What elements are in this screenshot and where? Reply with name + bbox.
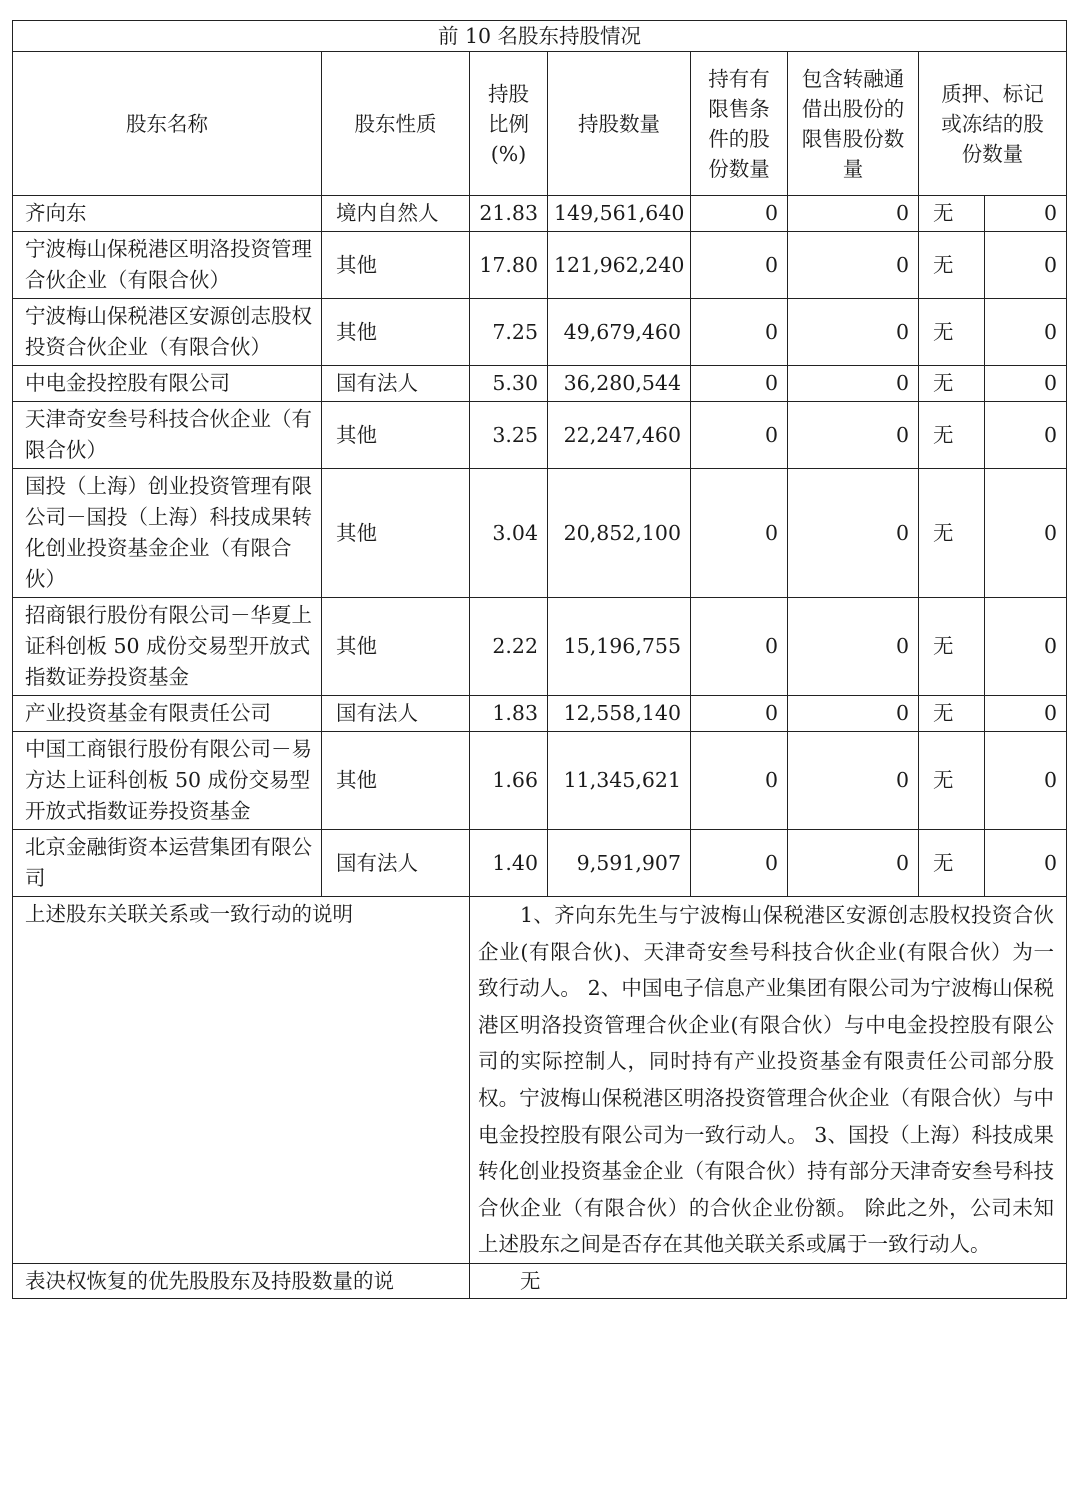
holding-quantity: 9,591,907 bbox=[548, 830, 691, 897]
shareholder-nature: 国有法人 bbox=[322, 696, 470, 732]
restricted-shares: 0 bbox=[691, 469, 788, 598]
pledge-status: 无 bbox=[919, 232, 985, 299]
pledge-quantity: 0 bbox=[985, 299, 1067, 366]
shareholder-nature: 其他 bbox=[322, 598, 470, 696]
holding-quantity: 36,280,544 bbox=[548, 366, 691, 402]
pledge-quantity: 0 bbox=[985, 232, 1067, 299]
shareholder-nature: 其他 bbox=[322, 732, 470, 830]
holding-ratio: 7.25 bbox=[470, 299, 548, 366]
pledge-quantity: 0 bbox=[985, 830, 1067, 897]
shareholder-nature: 其他 bbox=[322, 402, 470, 469]
shareholder-name: 北京金融街资本运营集团有限公司 bbox=[13, 830, 322, 897]
holding-quantity: 121,962,240 bbox=[548, 232, 691, 299]
holding-quantity: 149,561,640 bbox=[548, 196, 691, 232]
shareholder-name: 天津奇安叁号科技合伙企业（有限合伙） bbox=[13, 402, 322, 469]
table-title: 前 10 名股东持股情况 bbox=[13, 21, 1067, 52]
shareholder-name: 中国工商银行股份有限公司－易方达上证科创板 50 成份交易型开放式指数证券投资基金 bbox=[13, 732, 322, 830]
pledge-quantity: 0 bbox=[985, 196, 1067, 232]
header-nature: 股东性质 bbox=[322, 52, 470, 196]
pledge-status: 无 bbox=[919, 598, 985, 696]
pledge-status: 无 bbox=[919, 469, 985, 598]
holding-quantity: 11,345,621 bbox=[548, 732, 691, 830]
shareholder-name: 招商银行股份有限公司－华夏上证科创板 50 成份交易型开放式指数证券投资基金 bbox=[13, 598, 322, 696]
shareholder-nature: 国有法人 bbox=[322, 366, 470, 402]
shareholder-nature: 其他 bbox=[322, 469, 470, 598]
table-row bbox=[13, 598, 1067, 696]
note-label: 上述股东关联关系或一致行动的说明 bbox=[13, 897, 470, 1264]
lending-restricted-shares: 0 bbox=[788, 196, 919, 232]
table-row bbox=[13, 830, 1067, 897]
pledge-status: 无 bbox=[919, 196, 985, 232]
restricted-shares: 0 bbox=[691, 696, 788, 732]
pledge-quantity: 0 bbox=[985, 402, 1067, 469]
lending-restricted-shares: 0 bbox=[788, 696, 919, 732]
holding-ratio: 1.40 bbox=[470, 830, 548, 897]
restricted-shares: 0 bbox=[691, 196, 788, 232]
pledge-status: 无 bbox=[919, 366, 985, 402]
pledge-status: 无 bbox=[919, 830, 985, 897]
restricted-shares: 0 bbox=[691, 732, 788, 830]
lending-restricted-shares: 0 bbox=[788, 598, 919, 696]
holding-ratio: 21.83 bbox=[470, 196, 548, 232]
restricted-shares: 0 bbox=[691, 299, 788, 366]
shareholder-nature: 其他 bbox=[322, 232, 470, 299]
bottom-row bbox=[13, 1263, 1067, 1298]
pledge-quantity: 0 bbox=[985, 598, 1067, 696]
table-row bbox=[13, 696, 1067, 732]
holding-ratio: 17.80 bbox=[470, 232, 548, 299]
holding-quantity: 49,679,460 bbox=[548, 299, 691, 366]
header-name: 股东名称 bbox=[13, 52, 322, 196]
holding-quantity: 20,852,100 bbox=[548, 469, 691, 598]
shareholder-name: 中电金投控股有限公司 bbox=[13, 366, 322, 402]
header-pledge: 质押、标记或冻结的股份数量 bbox=[919, 52, 1067, 196]
table-row bbox=[13, 366, 1067, 402]
header-restricted: 持有有限售条件的股份数量 bbox=[691, 52, 788, 196]
holding-quantity: 15,196,755 bbox=[548, 598, 691, 696]
table-row bbox=[13, 469, 1067, 598]
restricted-shares: 0 bbox=[691, 598, 788, 696]
holding-ratio: 3.25 bbox=[470, 402, 548, 469]
header-quantity: 持股数量 bbox=[548, 52, 691, 196]
table-title-row bbox=[13, 21, 1067, 52]
lending-restricted-shares: 0 bbox=[788, 469, 919, 598]
restricted-shares: 0 bbox=[691, 366, 788, 402]
restricted-shares: 0 bbox=[691, 402, 788, 469]
shareholder-name: 宁波梅山保税港区安源创志股权投资合伙企业（有限合伙） bbox=[13, 299, 322, 366]
shareholder-name: 国投（上海）创业投资管理有限公司－国投（上海）科技成果转化创业投资基金企业（有限合伙） bbox=[13, 469, 322, 598]
shareholder-name: 产业投资基金有限责任公司 bbox=[13, 696, 322, 732]
pledge-status: 无 bbox=[919, 299, 985, 366]
pledge-quantity: 0 bbox=[985, 469, 1067, 598]
header-row bbox=[13, 52, 1067, 196]
table-row bbox=[13, 402, 1067, 469]
top10-shareholders-table bbox=[12, 20, 1067, 1299]
shareholder-nature: 国有法人 bbox=[322, 830, 470, 897]
lending-restricted-shares: 0 bbox=[788, 830, 919, 897]
table-row bbox=[13, 232, 1067, 299]
shareholder-name: 宁波梅山保税港区明洛投资管理合伙企业（有限合伙） bbox=[13, 232, 322, 299]
shareholder-nature: 其他 bbox=[322, 299, 470, 366]
pledge-quantity: 0 bbox=[985, 366, 1067, 402]
bottom-label: 表决权恢复的优先股股东及持股数量的说 bbox=[13, 1263, 470, 1298]
holding-ratio: 1.83 bbox=[470, 696, 548, 732]
table-row bbox=[13, 196, 1067, 232]
pledge-quantity: 0 bbox=[985, 732, 1067, 830]
shareholder-name: 齐向东 bbox=[13, 196, 322, 232]
pledge-status: 无 bbox=[919, 402, 985, 469]
bottom-value: 无 bbox=[470, 1263, 1067, 1298]
table-row bbox=[13, 732, 1067, 830]
restricted-shares: 0 bbox=[691, 830, 788, 897]
shareholder-nature: 境内自然人 bbox=[322, 196, 470, 232]
holding-ratio: 2.22 bbox=[470, 598, 548, 696]
holding-ratio: 1.66 bbox=[470, 732, 548, 830]
lending-restricted-shares: 0 bbox=[788, 402, 919, 469]
lending-restricted-shares: 0 bbox=[788, 732, 919, 830]
holding-quantity: 12,558,140 bbox=[548, 696, 691, 732]
restricted-shares: 0 bbox=[691, 232, 788, 299]
lending-restricted-shares: 0 bbox=[788, 366, 919, 402]
pledge-status: 无 bbox=[919, 732, 985, 830]
lending-restricted-shares: 0 bbox=[788, 232, 919, 299]
holding-quantity: 22,247,460 bbox=[548, 402, 691, 469]
holding-ratio: 3.04 bbox=[470, 469, 548, 598]
note-text: 1、齐向东先生与宁波梅山保税港区安源创志股权投资合伙企业(有限合伙)、天津奇安叁号科技合伙企业(有限合伙）为一致行动人。 2、中国电子信息产业集团有限公司为宁波梅山保税港区明洛投资管理合伙企业(有限合伙）与中电金投控股有限公司的实际控制人，同时持有产业投资基金有限责任公司部分股权。宁波梅山保税港区明洛投资管理合伙企业（有限合伙）与中电金投控股有限公司为一致行动人。 3、国投（上海）科技成果转化创业投资基金企业（有限合伙）持有部分天津奇安叁号科技合伙企业（有限合伙）的合伙企业份额。 除此之外，公司未知上述股东之间是否存在其他关联关系或属于一致行动人。 bbox=[470, 897, 1067, 1264]
note-row bbox=[13, 897, 1067, 1264]
holding-ratio: 5.30 bbox=[470, 366, 548, 402]
header-lending: 包含转融通借出股份的限售股份数量 bbox=[788, 52, 919, 196]
header-ratio: 持股比例(%) bbox=[470, 52, 548, 196]
table-row bbox=[13, 299, 1067, 366]
pledge-status: 无 bbox=[919, 696, 985, 732]
lending-restricted-shares: 0 bbox=[788, 299, 919, 366]
pledge-quantity: 0 bbox=[985, 696, 1067, 732]
